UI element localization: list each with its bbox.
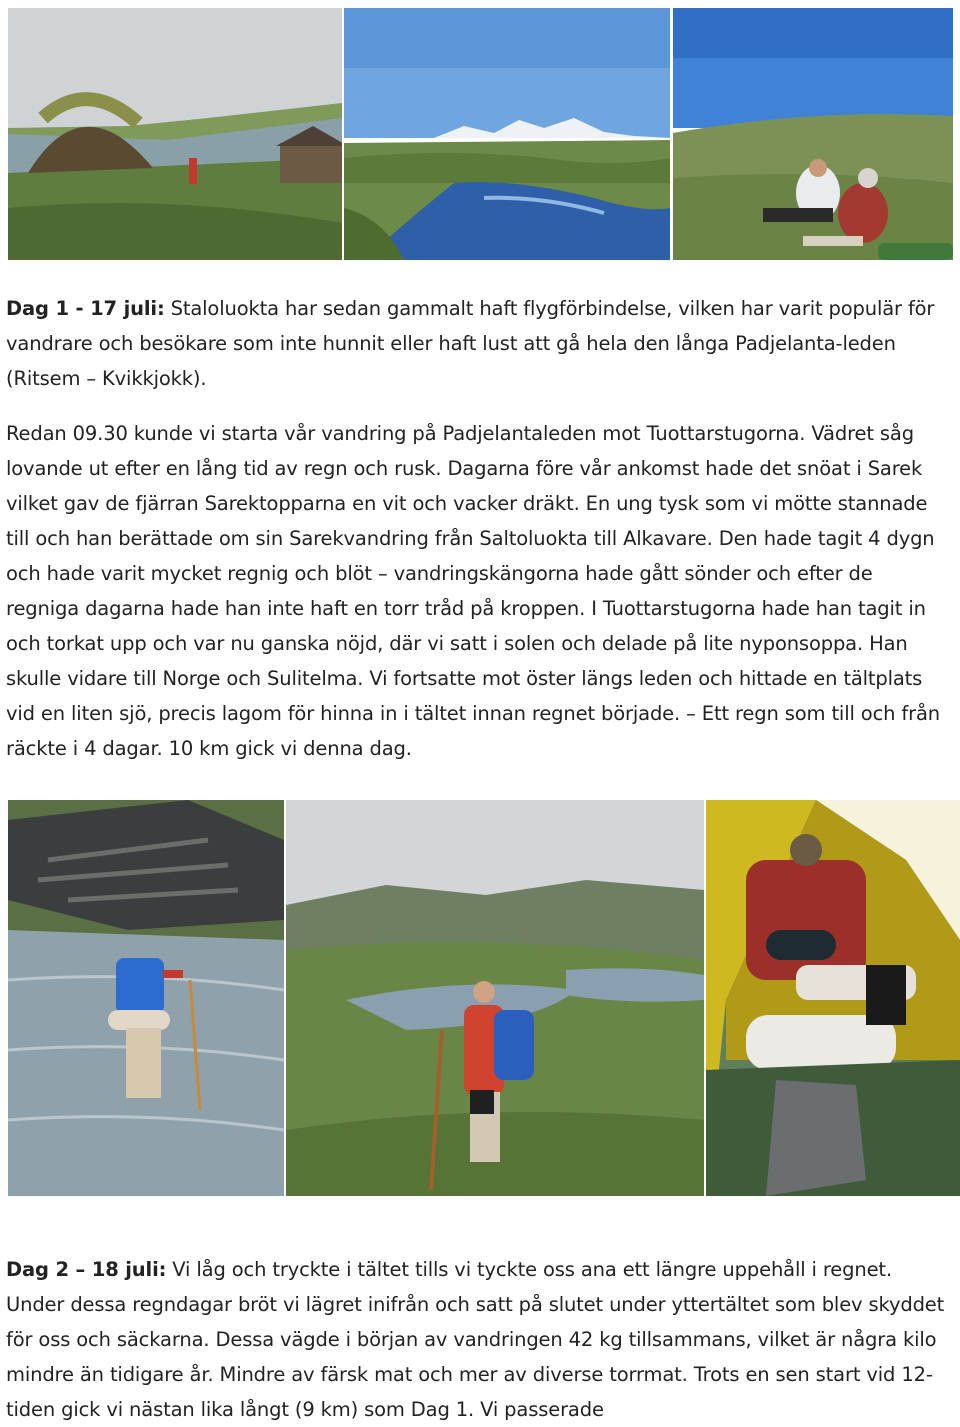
day2-body-text: Vi låg och tryckte i tältet tills vi tyckte oss ana ett längre uppehåll i regnet. Under dessa regndagar bröt vi lägret inifrån och satt på slutet under yttertältet som blev skyddet för oss och säckarna. Dessa vägde i början av vandringen 42 kg tillsammans, vilket är några kilo mindre än tidigare år. Mindre av färsk mat och mer av diverse torrmat. Trots en sen start vid 12-tiden gick vi nästan lika långt (9 km) som Dag 1. Vi passerade: [6, 1258, 945, 1421]
photo-river-mountains: [344, 8, 670, 260]
day2-paragraph: [6, 1252, 951, 1427]
photo-tent-interior: [706, 800, 960, 1196]
photo-turf-hut: [8, 8, 342, 260]
day2-heading: Dag 2 – 18 juli:: [6, 1258, 167, 1281]
photo-river-crossing: [8, 800, 284, 1196]
day1-intro-text: Staloluokta har sedan gammalt haft flygförbindelse, vilken har varit populär för vandrare och besökare som inte hunnit eller haft lust att gå hela den långa Padjelanta-leden (Ritsem – Kvikkjokk).: [6, 297, 935, 390]
photo-hiker-landscape: [286, 800, 704, 1196]
day1-body-paragraph: Redan 09.30 kunde vi starta vår vandring på Padjelantaleden mot Tuottarstugorna. Vädret såg lovande ut efter en lång tid av regn och rusk. Dagarna före vår ankomst hade det snöat i Sarek vilket gav de fjärran Sarektopparna en vit och vacker dräkt. En ung tysk som vi mötte stannade till och han berättade om sin Sarekvandring från Saltoluokta till Alkavare. Den hade tagit 4 dygn och hade varit mycket regnig och blöt – vandringskängorna hade gått sönder och efter de regniga dagarna hade han inte haft en torr tråd på kroppen. I Tuottarstugorna hade han tagit in och torkat upp och var nu ganska nöjd, där vi satt i solen och delade på lite nyponsoppa. Han skulle vidare till Norge och Sulitelma. Vi fortsatte mot öster längs leden och hittade en tältplats vid en liten sjö, precis lagom för hinna in i tältet innan regnet började. – Ett regn som till och från räckte i 4 dagar. 10 km gick vi denna dag.: [6, 422, 940, 760]
day1-heading: Dag 1 - 17 juli:: [6, 297, 165, 320]
photo-hikers-resting: [673, 8, 953, 260]
day1-intro-paragraph: [6, 291, 951, 396]
